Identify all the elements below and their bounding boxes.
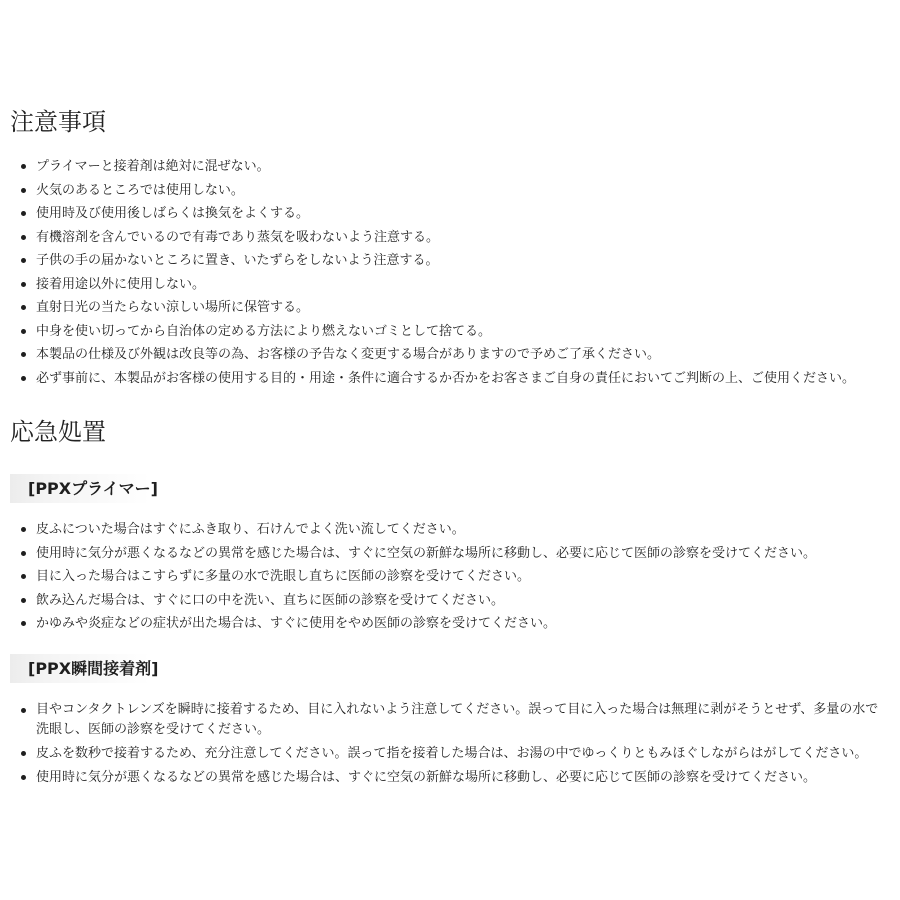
bullet-icon — [21, 164, 26, 169]
primer-subheading — [10, 474, 210, 503]
list-item — [18, 155, 890, 179]
list-item — [18, 273, 890, 297]
list-item-text: 本製品の仕様及び外観は改良等の為、お客様の予告なく変更する場合がありますので予めご了承ください。 — [36, 347, 661, 362]
list-item — [18, 766, 890, 790]
list-item-text: 目やコンタクトレンズを瞬時に接着するため、目に入れないよう注意してください。誤って目に入った場合は無理に剥がそうとせず、多量の水で洗眼し、医師の診察を受けてください。 — [36, 702, 879, 737]
bullet-icon — [21, 188, 26, 193]
list-item — [18, 343, 890, 367]
list-item-text: 使用時に気分が悪くなるなどの異常を感じた場合は、すぐに空気の新鮮な場所に移動し、必要に応じて医師の診察を受けてください。 — [36, 769, 817, 785]
adhesive-first-aid-list — [18, 698, 890, 789]
list-item-text: 目に入った場合はこすらずに多量の水で洗眼し直ちに医師の診察を受けてください。 — [36, 569, 531, 584]
bullet-icon — [21, 574, 26, 579]
bullet-icon — [21, 329, 26, 334]
list-item-text: 必ず事前に、本製品がお客様の使用する目的・用途・条件に適合するか否かをお客さまご自身の責任においてご判断の上、ご使用ください。 — [36, 370, 856, 386]
list-item-text: 皮ふについた場合はすぐにふき取り、石けんでよく洗い流してください。 — [36, 522, 465, 537]
bullet-icon — [21, 235, 26, 240]
list-item-text: 中身を使い切ってから自治体の定める方法により燃えないゴミとして捨てる。 — [36, 323, 492, 339]
list-item — [18, 589, 890, 613]
primer-subheading-label: [PPXプライマー] — [28, 479, 158, 498]
list-item — [18, 249, 890, 273]
list-item — [18, 179, 890, 203]
bullet-icon — [21, 211, 26, 216]
list-item — [18, 226, 890, 250]
adhesive-subheading-label: [PPX瞬間接着剤] — [28, 659, 159, 678]
list-item — [18, 367, 890, 391]
bullet-icon — [21, 352, 26, 357]
bullet-icon — [21, 282, 26, 287]
list-item-text: 子供の手の届かないところに置き、いたずらをしないよう注意する。 — [36, 253, 439, 268]
bullet-icon — [21, 751, 26, 756]
bullet-icon — [21, 258, 26, 263]
list-item-text: 火気のあるところでは使用しない。 — [36, 182, 244, 198]
list-item-text: 有機溶剤を含んでいるので有毒であり蒸気を吸わないよう注意する。 — [36, 229, 440, 245]
list-item-text: 使用時及び使用後しばらくは換気をよくする。 — [36, 206, 310, 221]
precautions-heading: 注意事項 — [10, 108, 106, 136]
bullet-icon — [21, 527, 26, 532]
bullet-icon — [21, 376, 26, 381]
list-item-text: 使用時に気分が悪くなるなどの異常を感じた場合は、すぐに空気の新鮮な場所に移動し、必要に応じて医師の診察を受けてください。 — [36, 545, 817, 561]
list-item — [18, 202, 890, 226]
list-item — [18, 565, 890, 589]
list-item-text: かゆみや炎症などの症状が出た場合は、すぐに使用をやめ医師の診察を受けてください。 — [36, 616, 557, 631]
bullet-icon — [21, 305, 26, 310]
bullet-icon — [21, 708, 26, 713]
first-aid-heading: 応急処置 — [10, 418, 106, 446]
bullet-icon — [21, 551, 26, 556]
list-item-text: 皮ふを数秒で接着するため、充分注意してください。誤って指を接着した場合は、お湯の中でゆっくりともみほぐしながらはがしてください。 — [36, 746, 868, 761]
list-item-text: 直射日光の当たらない涼しい場所に保管する。 — [36, 300, 310, 315]
primer-first-aid-list — [18, 518, 890, 636]
list-item-text: プライマーと接着剤は絶対に混ぜない。 — [36, 159, 270, 174]
list-item — [18, 698, 890, 742]
list-item — [18, 742, 890, 766]
list-item-text: 飲み込んだ場合は、すぐに口の中を洗い、直ちに医師の診察を受けてください。 — [36, 592, 505, 608]
list-item — [18, 320, 890, 344]
bullet-icon — [21, 598, 26, 603]
list-item — [18, 542, 890, 566]
list-item — [18, 518, 890, 542]
precautions-list — [18, 155, 890, 390]
bullet-icon — [21, 775, 26, 780]
list-item — [18, 612, 890, 636]
bullet-icon — [21, 621, 26, 626]
list-item — [18, 296, 890, 320]
list-item-text: 接着用途以外に使用しない。 — [36, 276, 206, 292]
adhesive-subheading — [10, 654, 210, 683]
